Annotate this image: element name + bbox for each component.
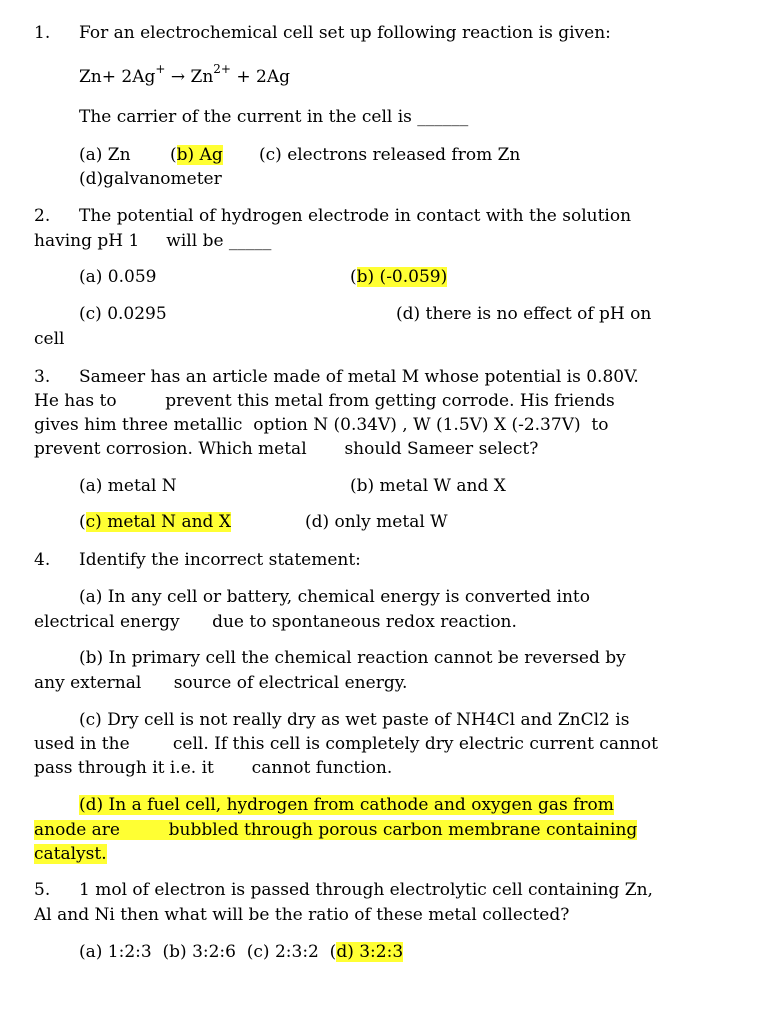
q3-option-d: (d) only metal W xyxy=(305,512,448,532)
q1-equation: $Zn+ 2Ag^+ \to Zn^{2+} + 2Ag$ xyxy=(79,62,290,87)
q2-stem-line1: The potential of hydrogen electrode in contact with the solution xyxy=(79,206,632,226)
q3-option-c: (c) metal N and X xyxy=(79,512,231,532)
q4-number: 4. xyxy=(34,550,51,570)
q3-option-c-highlight: c) metal N and X xyxy=(85,512,231,532)
q3-option-b: (b) metal W and X xyxy=(350,476,506,496)
q5-options: (a) 1:2:3 (b) 3:2:6 (c) 2:3:2 (d) 3:2:3 xyxy=(79,942,404,962)
q5-stem-line2: Al and Ni then what will be the ratio of these metal collected? xyxy=(34,905,570,925)
q3-stem-line1: Sameer has an article made of metal M whose potential is 0.80V. xyxy=(79,367,639,387)
q2-option-b: (b) (-0.059) xyxy=(350,267,448,287)
q4-option-d-line3: catalyst. xyxy=(34,844,107,864)
q3-number: 3. xyxy=(34,367,51,387)
q4-option-d-line1: (d) In a fuel cell, hydrogen from cathode and oxygen gas from xyxy=(79,795,614,815)
q3-stem-line2: He has to prevent this metal from getting corrode. His friends xyxy=(34,391,615,411)
q2-number: 2. xyxy=(34,206,51,226)
q3-option-a: (a) metal N xyxy=(79,476,177,496)
q5-number: 5. xyxy=(34,880,51,900)
q5-stem-line1: 1 mol of electron is passed through electrolytic cell containing Zn, xyxy=(79,880,653,900)
q2-stem-line2: having pH 1 will be _____ xyxy=(34,231,272,251)
q1-option-b-highlight: b) Ag xyxy=(176,145,223,165)
q1-option-c: (c) electrons released from Zn xyxy=(259,145,521,165)
q4-option-b-line2: any external source of electrical energy. xyxy=(34,673,408,693)
q4-option-a-line2: electrical energy due to spontaneous redox reaction. xyxy=(34,612,517,632)
q2-option-c: (c) 0.0295 xyxy=(79,304,167,324)
q3-stem-line3: gives him three metallic option N (0.34V) , W (1.5V) X (-2.37V) to xyxy=(34,415,609,435)
q4-option-c-line3: pass through it i.e. it cannot function. xyxy=(34,758,393,778)
q1-stem: For an electrochemical cell set up following reaction is given: xyxy=(79,23,611,43)
q2-option-a: (a) 0.059 xyxy=(79,267,157,287)
q4-option-a-line1: (a) In any cell or battery, chemical energy is converted into xyxy=(79,587,590,607)
q5-option-d-highlight: d) 3:2:3 xyxy=(336,942,404,962)
q4-option-c-line1: (c) Dry cell is not really dry as wet paste of NH4Cl and ZnCl2 is xyxy=(79,710,630,730)
q1-number: 1. xyxy=(34,23,51,43)
q3-stem-line4: prevent corrosion. Which metal should Sameer select? xyxy=(34,439,539,459)
q1-prompt: The carrier of the current in the cell is ______ xyxy=(79,107,469,127)
q2-option-d-wrap: cell xyxy=(34,329,65,349)
q4-option-d-line2: anode are bubbled through porous carbon membrane containing xyxy=(34,820,638,840)
q1-option-b: (b) Ag xyxy=(170,145,223,165)
q4-option-b-line1: (b) In primary cell the chemical reaction cannot be reversed by xyxy=(79,648,626,668)
q4-option-c-line2: used in the cell. If this cell is completely dry electric current cannot xyxy=(34,734,658,754)
q1-option-d: (d)galvanometer xyxy=(79,169,222,189)
q2-option-b-highlight: b) (-0.059) xyxy=(356,267,448,287)
q4-stem: Identify the incorrect statement: xyxy=(79,550,361,570)
q1-option-a: (a) Zn xyxy=(79,145,131,165)
q2-option-d: (d) there is no effect of pH on xyxy=(396,304,652,324)
